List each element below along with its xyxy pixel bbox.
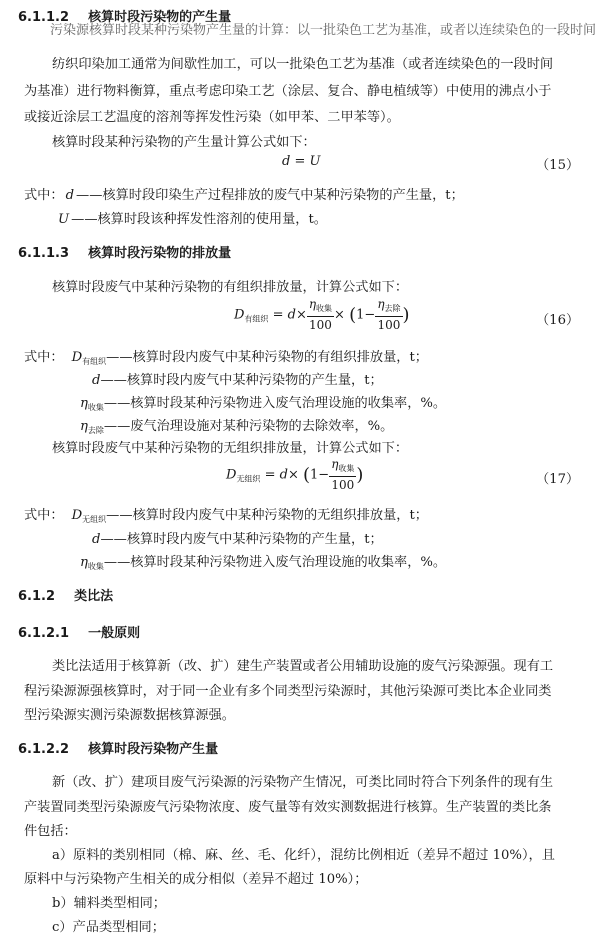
definition-line: 式中： d ——核算时段印染生产过程排放的废气中某种污染物的产生量，t； xyxy=(24,188,464,203)
list-item: b）辅料类型相同； xyxy=(52,896,166,911)
equation-17: $D_{无组织} = d\times (1-$ $\frac{\eta_{收集}}{100}$ ) xyxy=(226,457,364,492)
equation-number: （15） xyxy=(536,158,580,173)
section-heading xyxy=(18,738,218,757)
section-title: 核算时段污染物产生量 xyxy=(88,742,219,757)
definition-line: U ——核算时段该种挥发性溶剂的使用量，t。 xyxy=(58,212,327,227)
section-heading xyxy=(18,622,140,641)
section-number: 6.1.1.2 xyxy=(18,10,69,25)
definition-line: $\eta_{收集}——$核算时段某种污染物进入废气治理设施的收集率，%。 xyxy=(80,555,447,571)
section-number: 6.1.2.2 xyxy=(18,742,69,757)
paragraph-line: 纺织印染加工通常为间歇性加工，可以一批染色工艺为基准（或者连续染色的一段时间 xyxy=(52,57,554,72)
definition-line: d——核算时段内废气中某种污染物的产生量，t； xyxy=(92,373,383,388)
definition-line: $\eta_{去除}——$废气治理设施对某种污染物的去除效率，%。 xyxy=(80,419,394,435)
fraction: $\frac{\eta_{收集}}{100}$ xyxy=(331,457,355,492)
list-item: a）原料的类别相同（棉、麻、丝、毛、化纤），混纺比例相近（差异不超过 10%），且 xyxy=(52,848,555,863)
paragraph-line: 产装置同类型污染源废气污染物浓度、废气量等有效实测数据进行核算。生产装置的类比条 xyxy=(24,800,552,815)
section-heading xyxy=(18,242,231,261)
section-title: 核算时段污染物的排放量 xyxy=(88,246,232,261)
paragraph-line: 新（改、扩）建项目废气污染源的污染物产生情况，可类比同时符合下列条件的现有生 xyxy=(52,775,554,790)
section-number: 6.1.2.1 xyxy=(18,626,69,641)
section-number: 6.1.1.3 xyxy=(18,246,69,261)
equation-16: $D_{有组织} = d\times$ $\frac{\eta_{收集}}{100}$ × (1− $\frac{\eta_{去除}}{100}$ ) xyxy=(234,297,410,332)
definition-line: $\eta_{收集}——$核算时段某种污染物进入废气治理设施的收集率，%。 xyxy=(80,396,447,412)
equation-number: （17） xyxy=(536,472,580,487)
paragraph-line: 型污染源实测污染源数据核算源强。 xyxy=(24,708,235,723)
list-item-continuation: 原料中与污染物产生相关的成分相似（差异不超过 10%）； xyxy=(24,872,368,887)
paragraph-line: 或接近涂层工艺温度的溶剂等挥发性污染（如甲苯、二甲苯等）。 xyxy=(24,110,400,125)
paragraph-line: 程污染源源强核算时，对于同一企业有多个同类型污染源时，其他污染源可类比本企业同类 xyxy=(24,684,552,699)
section-heading xyxy=(18,585,113,604)
paragraph-line: 件包括： xyxy=(24,824,77,839)
equation-number: （16） xyxy=(536,313,580,328)
paragraph-line: 核算时段某种污染物的产生量计算公式如下： xyxy=(52,135,316,150)
section-title: 一般原则 xyxy=(88,626,141,641)
section-title: 核算时段污染物的产生量 xyxy=(88,10,232,25)
section-title: 类比法 xyxy=(74,589,114,604)
paragraph-line: 核算时段废气中某种污染物的有组织排放量，计算公式如下： xyxy=(52,280,409,295)
definition-line: 式中： $D_{无组织}——$核算时段内废气中某种污染物的无组织排放量，t； xyxy=(24,508,428,524)
fraction: $\frac{\eta_{收集}}{100}$ xyxy=(308,297,333,332)
paragraph-line: 为基准）进行物料衡算，重点考虑印染工艺（涂层、复合、静电植绒等）中使用的沸点小于 xyxy=(24,84,552,99)
definition-line: 式中： $D_{有组织}——$核算时段内废气中某种污染物的有组织排放量，t； xyxy=(24,350,428,366)
fraction: $\frac{\eta_{去除}}{100}$ xyxy=(377,297,401,332)
equation-15: d = U xyxy=(282,154,321,169)
section-number: 6.1.2 xyxy=(18,589,56,604)
paragraph-line: 核算时段废气中某种污染物的无组织排放量，计算公式如下： xyxy=(52,441,409,456)
list-item: c）产品类型相同； xyxy=(52,920,165,935)
paragraph-line: 类比法适用于核算新（改、扩）建生产装置或者公用辅助设施的废气污染源强。现有工 xyxy=(52,659,554,674)
cropped-text-line: 污染源核算时段某种污染物产生量的计算：以一批染色工艺为基准，或者以连续染色的一段时间 xyxy=(50,23,597,38)
definition-line: d——核算时段内废气中某种污染物的产生量，t； xyxy=(92,532,383,547)
